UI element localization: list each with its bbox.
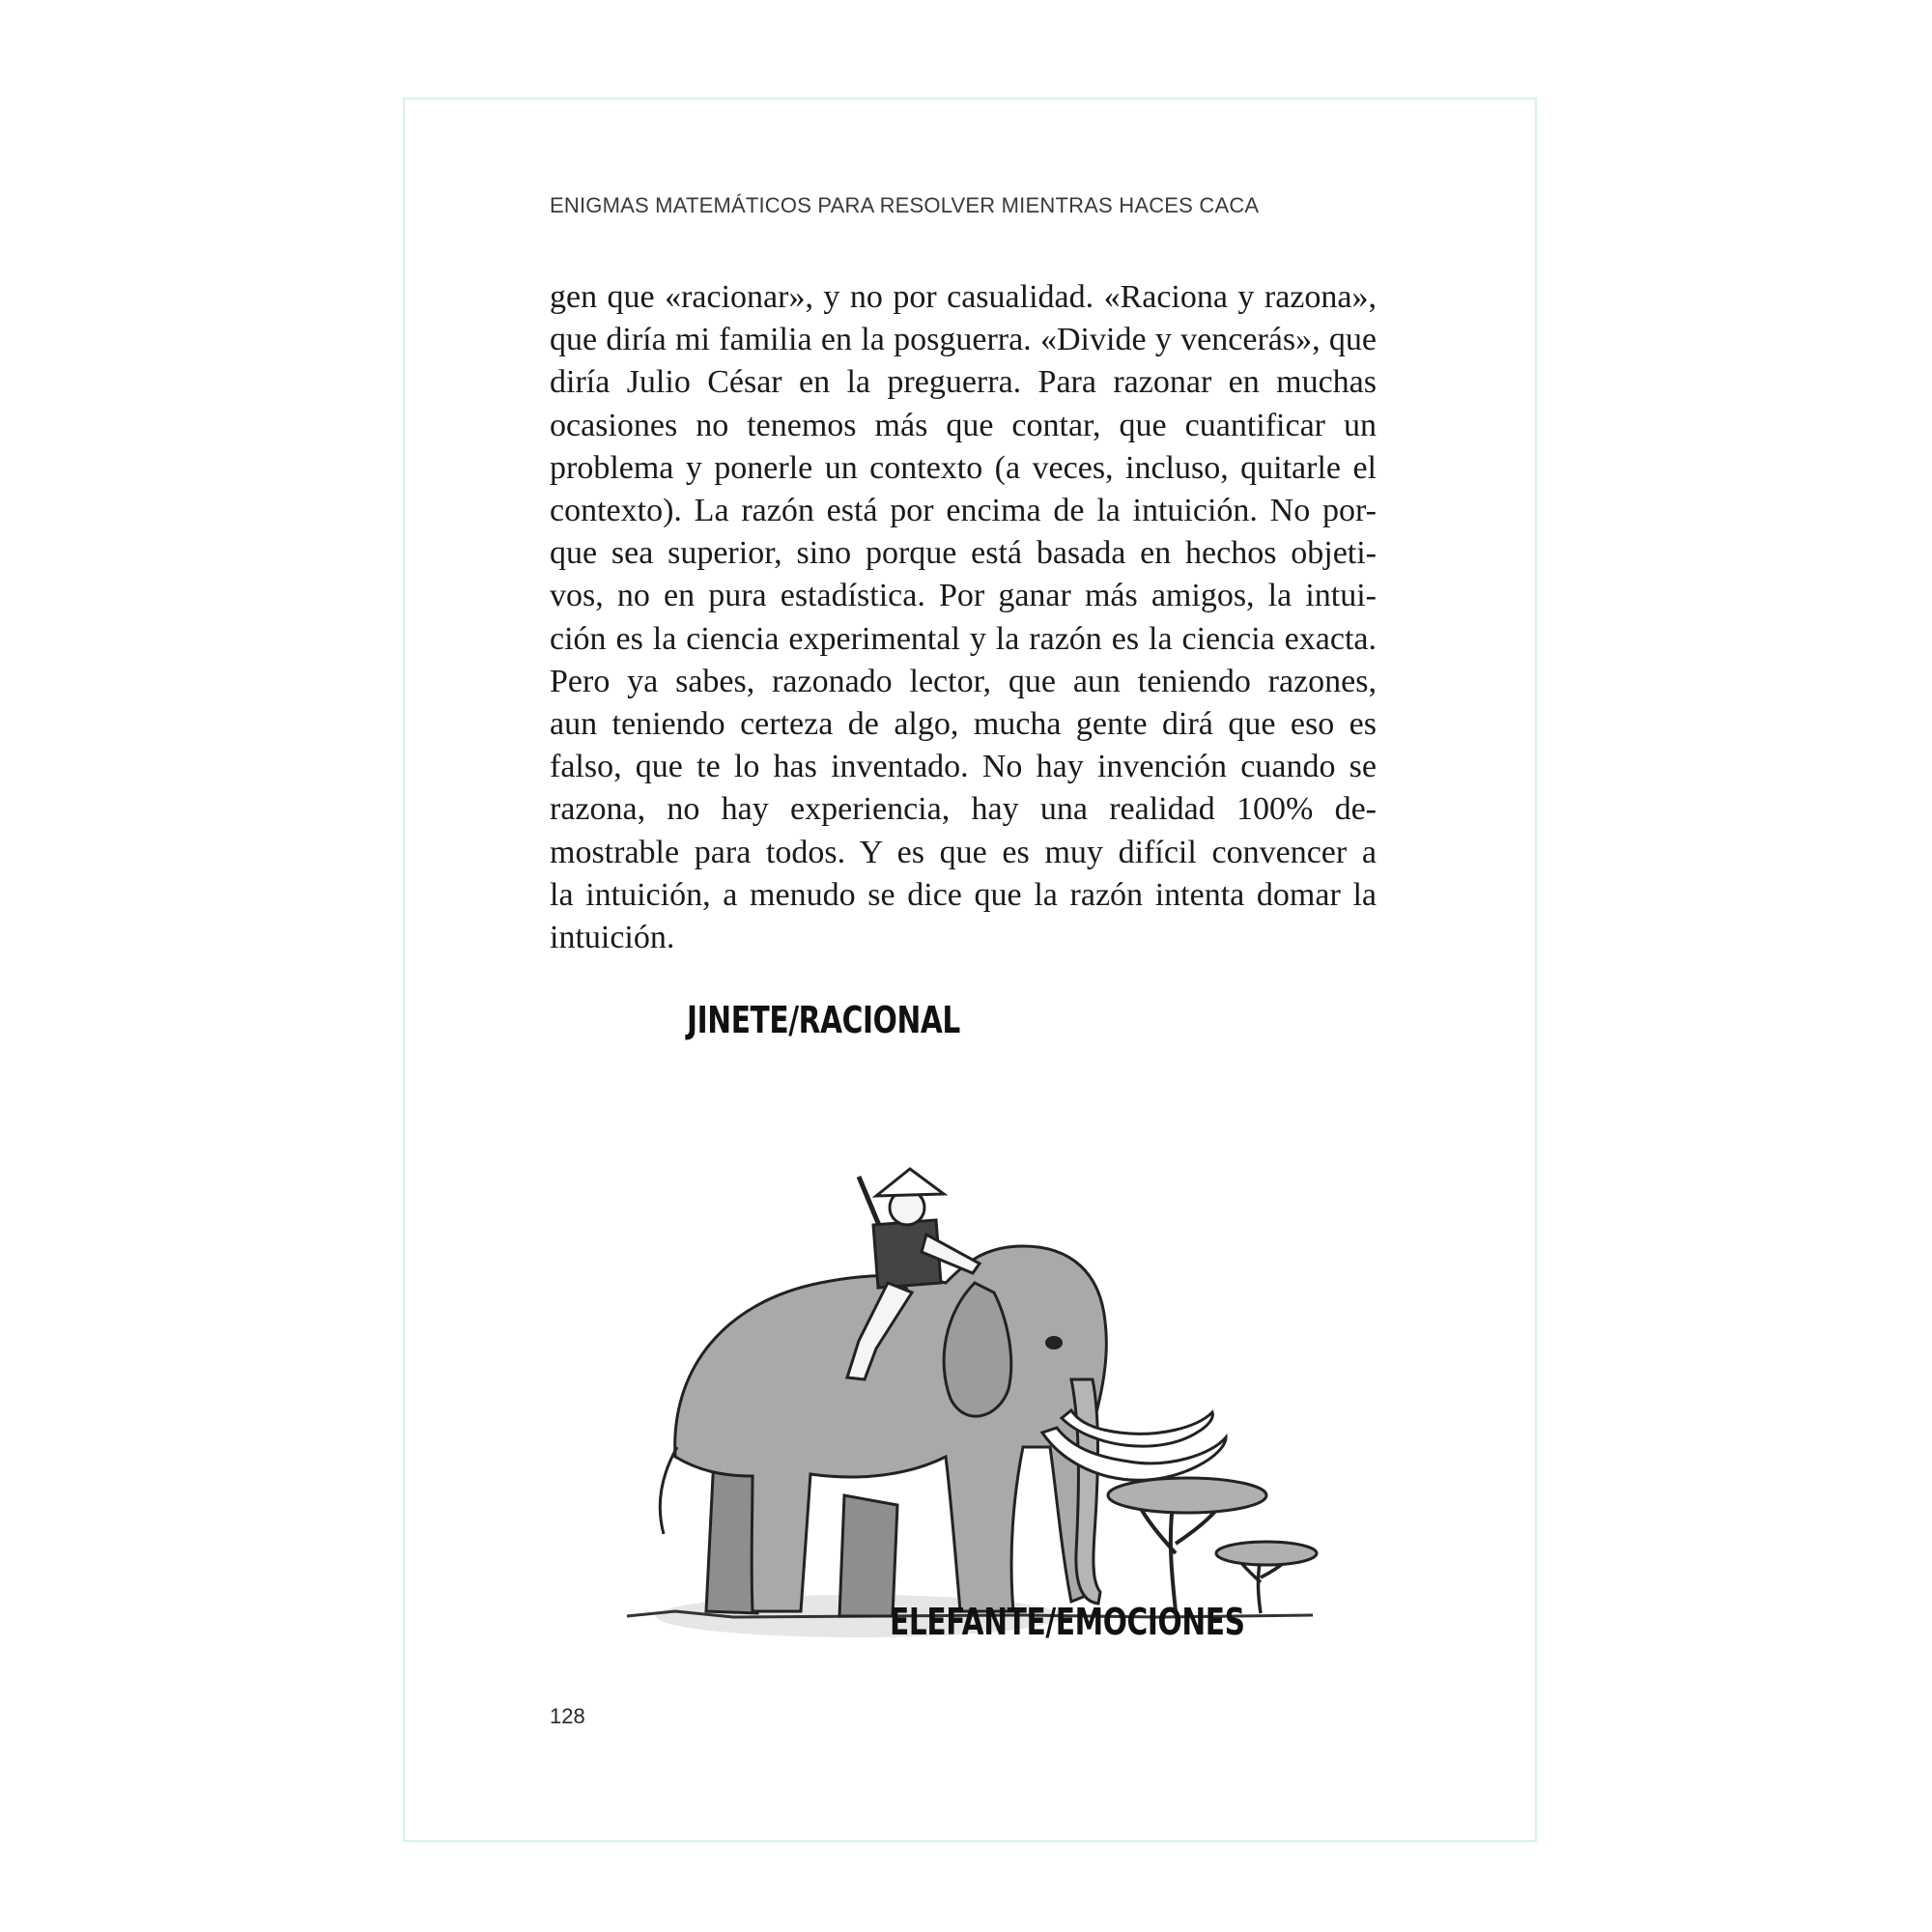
text-line: aun teniendo certeza de algo, mucha gente dirá que eso es <box>550 706 1377 743</box>
text-line: que sea superior, sino porque está basada en hechos objeti- <box>550 535 1377 572</box>
text-line: que diría mi familia en la posguerra. «Divide y vencerás», que <box>550 322 1377 358</box>
text-line: intuición. <box>550 920 675 956</box>
elephant-label: ELEFANTE/EMOCIONES <box>890 1601 1245 1643</box>
text-line: gen que «racionar», y no por casualidad. «Raciona y razona», <box>550 279 1377 315</box>
running-head: ENIGMAS MATEMÁTICOS PARA RESOLVER MIENTRAS HACES CACA <box>550 193 1260 217</box>
conical-hat <box>876 1169 944 1196</box>
body-paragraph <box>550 276 1377 959</box>
book-page <box>403 98 1537 1842</box>
text-line: problema y ponerle un contexto (a veces, incluso, quitarle el <box>550 449 1377 486</box>
rider-label: JINETE/RACIONAL <box>687 999 960 1041</box>
text-line: mostrable para todos. Y es que es muy difícil convencer a <box>550 834 1377 870</box>
text-line: ocasiones no tenemos más que contar, que cuantificar un <box>550 407 1377 443</box>
text-line: la intuición, a menudo se dice que la razón intenta domar la <box>550 876 1377 913</box>
elephant-tail <box>660 1447 677 1534</box>
text-line: Pero ya sabes, razonado lector, que aun teniendo razones, <box>550 663 1377 699</box>
page-number: 128 <box>550 1704 585 1728</box>
text-line: falso, que te lo has inventado. No hay invención cuando se <box>550 749 1377 785</box>
text-line: diría Julio César en la preguerra. Para razonar en muchas <box>550 364 1377 401</box>
text-line: ción es la ciencia experimental y la razón es la ciencia exacta. <box>550 620 1377 657</box>
elephant-eye <box>1045 1336 1063 1350</box>
text-line: contexto). La razón está por encima de la intuición. No por- <box>550 493 1377 529</box>
text-line: razona, no hay experiencia, hay una realidad 100% de- <box>550 791 1377 828</box>
text-line: vos, no en pura estadística. Por ganar más amigos, la intui- <box>550 578 1377 614</box>
elephant-rider-illustration <box>617 993 1322 1689</box>
